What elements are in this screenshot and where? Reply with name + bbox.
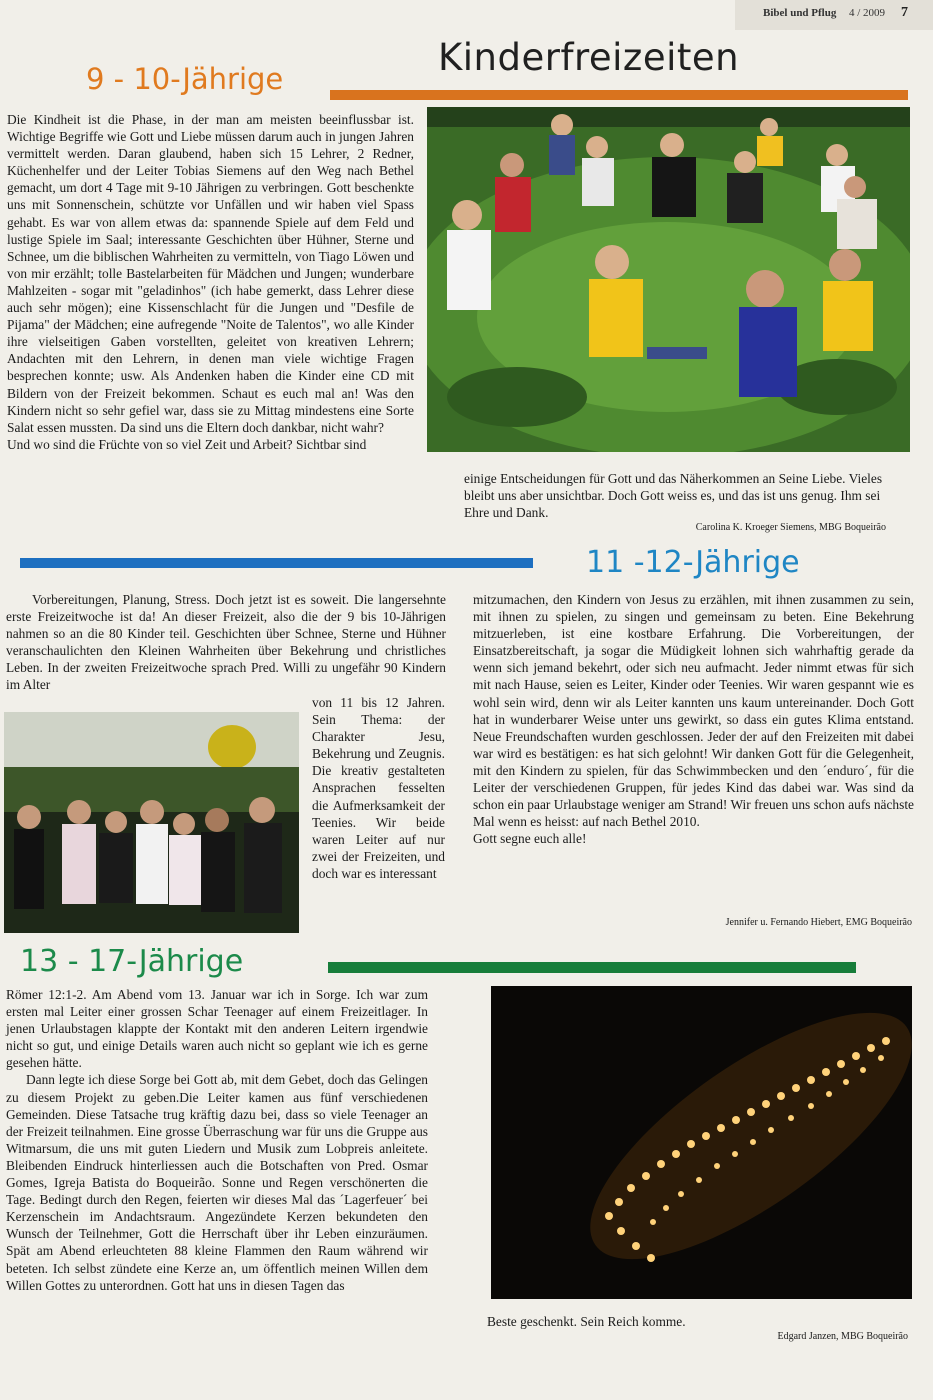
section2-heading: 11 -12-Jährige [586, 545, 800, 580]
photo-candles [491, 986, 912, 1299]
section1-body [7, 111, 414, 453]
photo-kids-in-circle [427, 107, 910, 452]
section1-heading: 9 - 10-Jährige [86, 62, 284, 96]
section1-paragraph-last: Und wo sind die Früchte von so viel Zeit und Arbeit? Sichtbar sind [7, 436, 367, 452]
section1-rule [330, 90, 908, 100]
section3-rule [328, 962, 856, 973]
section3-heading: 13 - 17-Jährige [20, 944, 244, 979]
section1-continuation: einige Entscheidungen für Gott und das Näherkommen an Seine Liebe. Vieles bleibt uns aber unsichtbar. Doch Gott weiss es, und das ist uns genug. Ihm sei Ehre und Dank. [464, 471, 883, 521]
section1-paragraph: Die Kindheit ist die Phase, in der man am meisten beeinflussbar ist. Wichtige Begriffe wie Gott und Liebe müssen darum auch in jungen Jahren vermittelt werden. Daran glaubend, haben sich 15 Lehrer, 2 Redner, Küchenhelfer und der Leiter Tobias Siemens auf den Weg nach Bethel gemacht, um dort 4 Tage mit 9-10 Jährigen zu verbringen. Gott beschenkte uns mit Sonnenschein, schützte vor Unfällen und wir haben viel Spass gehabt. Es war von allem etwas da: spannende Spiele auf dem Feld und lustige Spiele im Saal; interessante Geschichten über Hühner, Sterne und Schnee, um die biblischen Wahrheiten zu vermitteln, von Tiago Löwen und von mir erzählt; tolle Bastelarbeiten für Mädchen und Jungen; wunderbare Mahlzeiten - sogar mit "geladinhos" (ich habe gemerkt, dass Lehrer diese auch sehr mögen); eine Kissenschlacht für die Jungen und "Desfile de Pijama" der Mädchen; eine aufregende "Noite de Talentos", wo alle Kinder ihre vielseitigen Gaben vorstellten, geleitet von kreativen Lehrern; Andachten mit den Lehrern, in denen man viele wichtige Fragen besprechen konnte; usw. Als Andenken haben die Kinder eine CD mit Bildern von der Freizeit bekommen. Schaut es euch mal an! Was den Kindern nicht so sehr gefiel war, dass sie zu Mittag mindestens eine Sorte Salat essen mussten. Da sind uns die Eltern doch dankbar, nicht wahr? [7, 112, 414, 435]
section3-paragraph-1: Römer 12:1-2. Am Abend vom 13. Januar war ich in Sorge. Ich war zum ersten mal Leiter einer grossen Schar Teenager auf einem Freizeitlager. In jenen Urlaubstagen klappte der Kontakt mit den anderen Leitern irgendwie nicht so gut, und einige Details waren auch nicht so geplant wie ich es gerne gesehen hätte. [6, 987, 428, 1071]
section2-rule [20, 558, 533, 568]
section2-author: Jennifer u. Fernando Hiebert, EMG Boqueirão [725, 917, 912, 928]
page-header [735, 0, 933, 30]
section2-body-top: Vorbereitungen, Planung, Stress. Doch jetzt ist es soweit. Die langersehnte erste Freizeitwoche ist da! An dieser Freizeit, also die der 9 bis 10-Jährigen nahmen so an die 80 Kinder teil. Geschichten über Schnee, Sterne und Hühner veranschaulichten den Kleinen Wahrheiten über Bekehrung und christliches Leben. In der zweiten Freizeitwoche sprach Pred. Willi zu ungefähr 90 Kindern im Alter [6, 592, 446, 693]
section1-author: Carolina K. Kroeger Siemens, MBG Boqueirão [695, 522, 886, 533]
main-title: Kinderfreizeiten [438, 36, 740, 79]
header-issue: 4 / 2009 [849, 7, 886, 19]
photo-teen-group-image [4, 712, 299, 933]
section3-paragraph-2: Dann legte ich diese Sorge bei Gott ab, mit dem Gebet, doch das Gelingen zu diesem Projekt zu geben.Die Leiter kamen aus fünf verschiedenen Gemeinden. Diese Tatsache trug kräftig dazu bei, dass so viele Teenager an der Freizeit teilnahmen. Eine grosse Überraschung war für uns die Gruppe aus Witmarsum, die uns mit guten Liedern und Musik zum Lobpreis anleitete. Bleibenden Eindruck hinterliessen auch die Botschaften von Pred. Osmar Gomes, Igreja Batista do Boqueirão. Sonne und Regen verschönerten die Tage. Bedingt durch den Regen, feierten wir dieses Mal das ´Lagerfeuer´ bei Kerzenschein im Andachtsraum. Angezündete Kerzen bekundeten den Wunsch der Teilnehmer, Gott die Herrschaft über ihr Leben einzuräumen. Spät am Abend erleuchteten 88 kleine Flammen den Raum während wir beteten. Ich selbst zündete eine Kerze an, um öffentlich meinen Willen dem Willen Gottes zu unterordnen. Gott hat uns in diesen Tagen das [6, 1072, 428, 1293]
section2-closing: Gott segne euch alle! [473, 831, 587, 847]
section3-body [6, 986, 428, 1294]
section3-author: Edgard Janzen, MBG Boqueirão [777, 1331, 908, 1342]
header-magazine: Bibel und Pflug [763, 7, 837, 19]
section2-body-narrow: von 11 bis 12 Jahren. Sein Thema: der Charakter Jesu, Bekehrung und Zeugnis. Die kreativ gestalteten Ansprachen fesselten die Aufmerksamkeit der Teenies. Wir beide waren Leiter auf nur zwei der Freizeiten, und doch war es interessant [312, 695, 445, 881]
section2-body-right [473, 591, 914, 847]
section2-paragraph: mitzumachen, den Kindern von Jesus zu erzählen, mit ihnen zusammen zu sein, mit ihnen zu spielen, zu singen und gemeinsam zu beten. Eine Bekehrung mitzuerleben, ist eine kostbare Erfahrung. Die Vorbereitungen, der Einsatzbereitschaft, ja sogar die Müdigkeit lohnen sich wahrhaftig gerade da wenn sich jemand bekehrt, oder sich neu aufmacht. Jeder nimmt etwas für sich mit nach Hause, seien es Leiter, Kinder oder Teenies. Wir waren gespannt wie es wohl sein wird, denn wir als Leiter kannten uns kaum untereinander. Doch Gott hat in wunderbarer Weise unter uns gewirkt, so dass ein gutes Klima entstand. Neue Freundschaften wurden geschlossen. Jeder der auf den Freizeiten mit dabei war wird es bestätigen: es hat sich gelohnt! Wir danken Gott für die Gelegenheit, mit den Kindern zu spielen, für das Schwimmbecken und den ´enduro´, für die Leiter der verschiedenen Gruppen, für jedes Kind das dabei war. Was sind da schon ein paar Urlaubstage weniger am Strand! Wir freuen uns schon aufs nächste Mal wenn es heisst: auf nach Bethel 2010. [473, 592, 914, 830]
section3-continuation: Beste geschenkt. Sein Reich komme. [487, 1314, 686, 1329]
photo-kids-in-circle-image [427, 107, 910, 452]
photo-candles-image [491, 986, 912, 1299]
header-page-number: 7 [901, 5, 908, 20]
photo-teen-group [4, 712, 299, 933]
